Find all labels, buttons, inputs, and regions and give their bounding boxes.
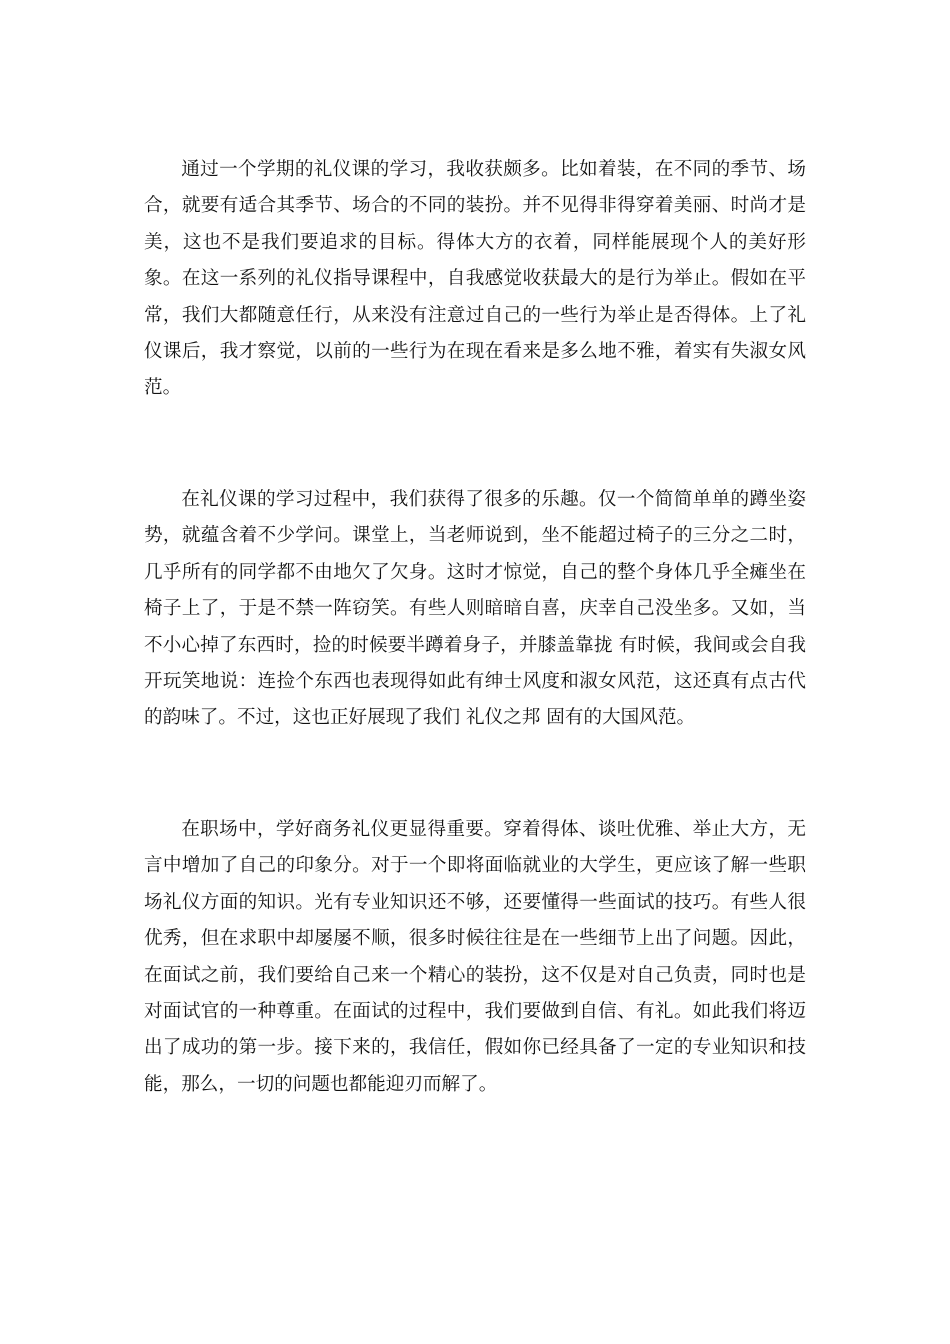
paragraph-etiquette-course-gains: 通过一个学期的礼仪课的学习，我收获颇多。比如着装，在不同的季节、场合，就要有适合其季节、场合的不同的装扮。并不见得非得穿着美丽、时尚才是美，这也不是我们要追求的目标。得体大方的衣着，同样能展现个人的美好形象。在这一系列的礼仪指导课程中，自我感觉收获最大的是行为举止。假如在平常，我们大都随意任行，从来没有注意过自己的一些行为举止是否得体。上了礼仪课后，我才察觉，以前的一些行为在现在看来是多么地不雅，着实有失淑女风范。 (144, 159, 806, 399)
paragraph-etiquette-course-fun: 在礼仪课的学习过程中，我们获得了很多的乐趣。仅一个简简单单的蹲坐姿势，就蕴含着不少学问。课堂上，当老师说到，坐不能超过椅子的三分之二时，几乎所有的同学都不由地欠了欠身。这时才惊觉，自己的整个身体几乎全瘫坐在椅子上了，于是不禁一阵窃笑。有些人则暗暗自喜，庆幸自己没坐多。又如，当不小心掉了东西时，捡的时候要半蹲着身子，并膝盖靠拢 有时候，我间或会自我开玩笑地说：连捡个东西也表现得如此有绅士风度和淑女风范，这还真有点古代的韵味了。不过，这也正好展现了我们 礼仪之邦 固有的大国风范。 (144, 489, 806, 729)
paragraph-workplace-etiquette: 在职场中，学好商务礼仪更显得重要。穿着得体、谈吐优雅、举止大方，无言中增加了自己的印象分。对于一个即将面临就业的大学生，更应该了解一些职场礼仪方面的知识。光有专业知识还不够，还要懂得一些面试的技巧。有些人很优秀，但在求职中却屡屡不顺，很多时候往往是在一些细节上出了问题。因此，在面试之前，我们要给自己来一个精心的装扮，这不仅是对自己负责，同时也是对面试官的一种尊重。在面试的过程中，我们要做到自信、有礼。如此我们将迈出了成功的第一步。接下来的，我信任，假如你已经具备了一定的专业知识和技能，那么，一切的问题也都能迎刃而解了。 (144, 819, 806, 1095)
